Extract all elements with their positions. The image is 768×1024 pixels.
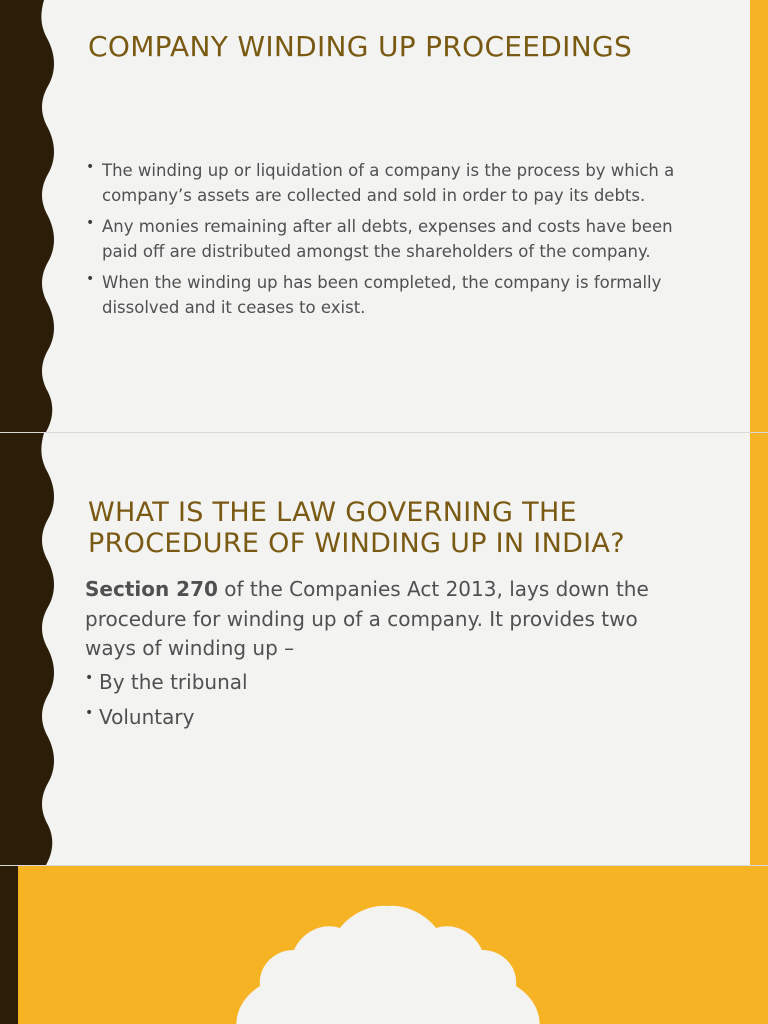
bullet-icon: • — [86, 159, 95, 175]
wavy-left-border — [0, 433, 60, 865]
list-item: • Any monies remaining after all debts, expenses and costs have been paid off are distributed amongst the shareholders of the company. — [86, 214, 678, 264]
scalloped-badge-shape — [230, 904, 546, 1024]
wavy-left-border — [0, 0, 60, 432]
list-item: • The winding up or liquidation of a company is the process by which a company’s assets are collected and sold in order to pay its debts. — [86, 158, 678, 208]
slide-1 — [0, 0, 768, 432]
right-accent-strip — [750, 0, 768, 432]
list-item: • When the winding up has been completed, the company is formally dissolved and it ceases to exist. — [86, 270, 678, 320]
section-reference: Section 270 — [85, 577, 218, 601]
slide-1-title: COMPANY WINDING UP PROCEEDINGS — [88, 30, 633, 63]
slide-1-bullet-list — [86, 158, 678, 326]
bullet-icon: • — [86, 271, 95, 287]
bullet-icon: • — [85, 705, 94, 721]
bullet-icon: • — [86, 215, 95, 231]
left-dark-strip — [0, 866, 18, 1024]
slide-2-body-text: Section 270 of the Companies Act 2013, lays down the procedure for winding up of a company. It provides two ways of winding up – — [85, 577, 649, 660]
list-item: • By the tribunal — [85, 668, 665, 697]
slide-2-bullet-list — [85, 668, 665, 738]
list-item: • Voluntary — [85, 703, 665, 732]
right-accent-strip — [750, 433, 768, 865]
bullet-icon: • — [85, 670, 94, 686]
slide-3 — [0, 866, 768, 1024]
slide-2-title: WHAT IS THE LAW GOVERNING THE PROCEDURE OF WINDING UP IN INDIA? — [88, 497, 625, 559]
